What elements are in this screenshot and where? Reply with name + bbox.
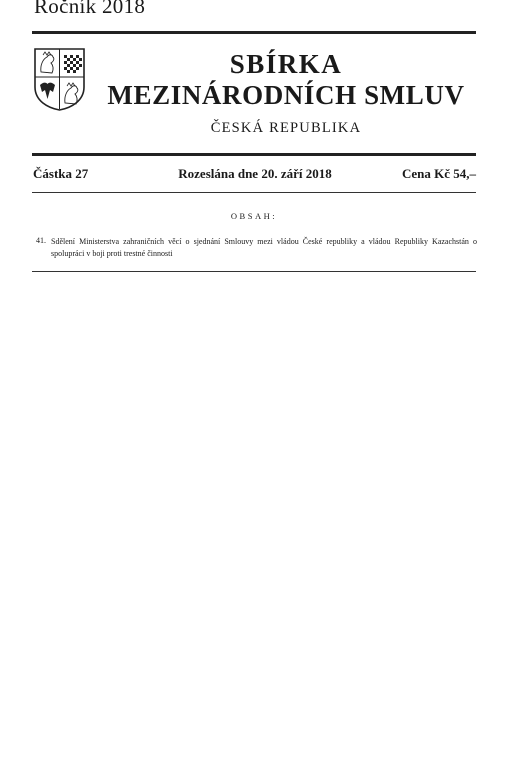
contents-bottom-rule [32,271,476,272]
distribution-date: Rozeslána dne 20. září 2018 [178,166,332,181]
title-line-2: MEZINÁRODNÍCH SMLUV [107,80,465,110]
info-bottom-rule [32,192,476,193]
title-line-1: SBÍRKA [229,49,343,79]
subtitle: ČESKÁ REPUBLIKA [210,120,362,136]
part-number: Částka 27 [33,166,89,181]
list-item-number: 41. [36,236,46,245]
czech-coat-of-arms-icon [33,47,86,111]
year-label: Ročník 2018 [34,0,146,18]
top-rule [32,31,476,34]
list-item-text: Sdělení Ministerstva zahraničních věcí o sjednání Smlouvy mezi vládou České republiky a vládou Republiky Kazachstán o spolupráci v boji proti trestné činnosti [51,237,477,258]
header-bottom-rule [32,153,476,156]
contents-heading: OBSAH: [230,211,278,221]
price: Cena Kč 54,– [401,166,476,181]
